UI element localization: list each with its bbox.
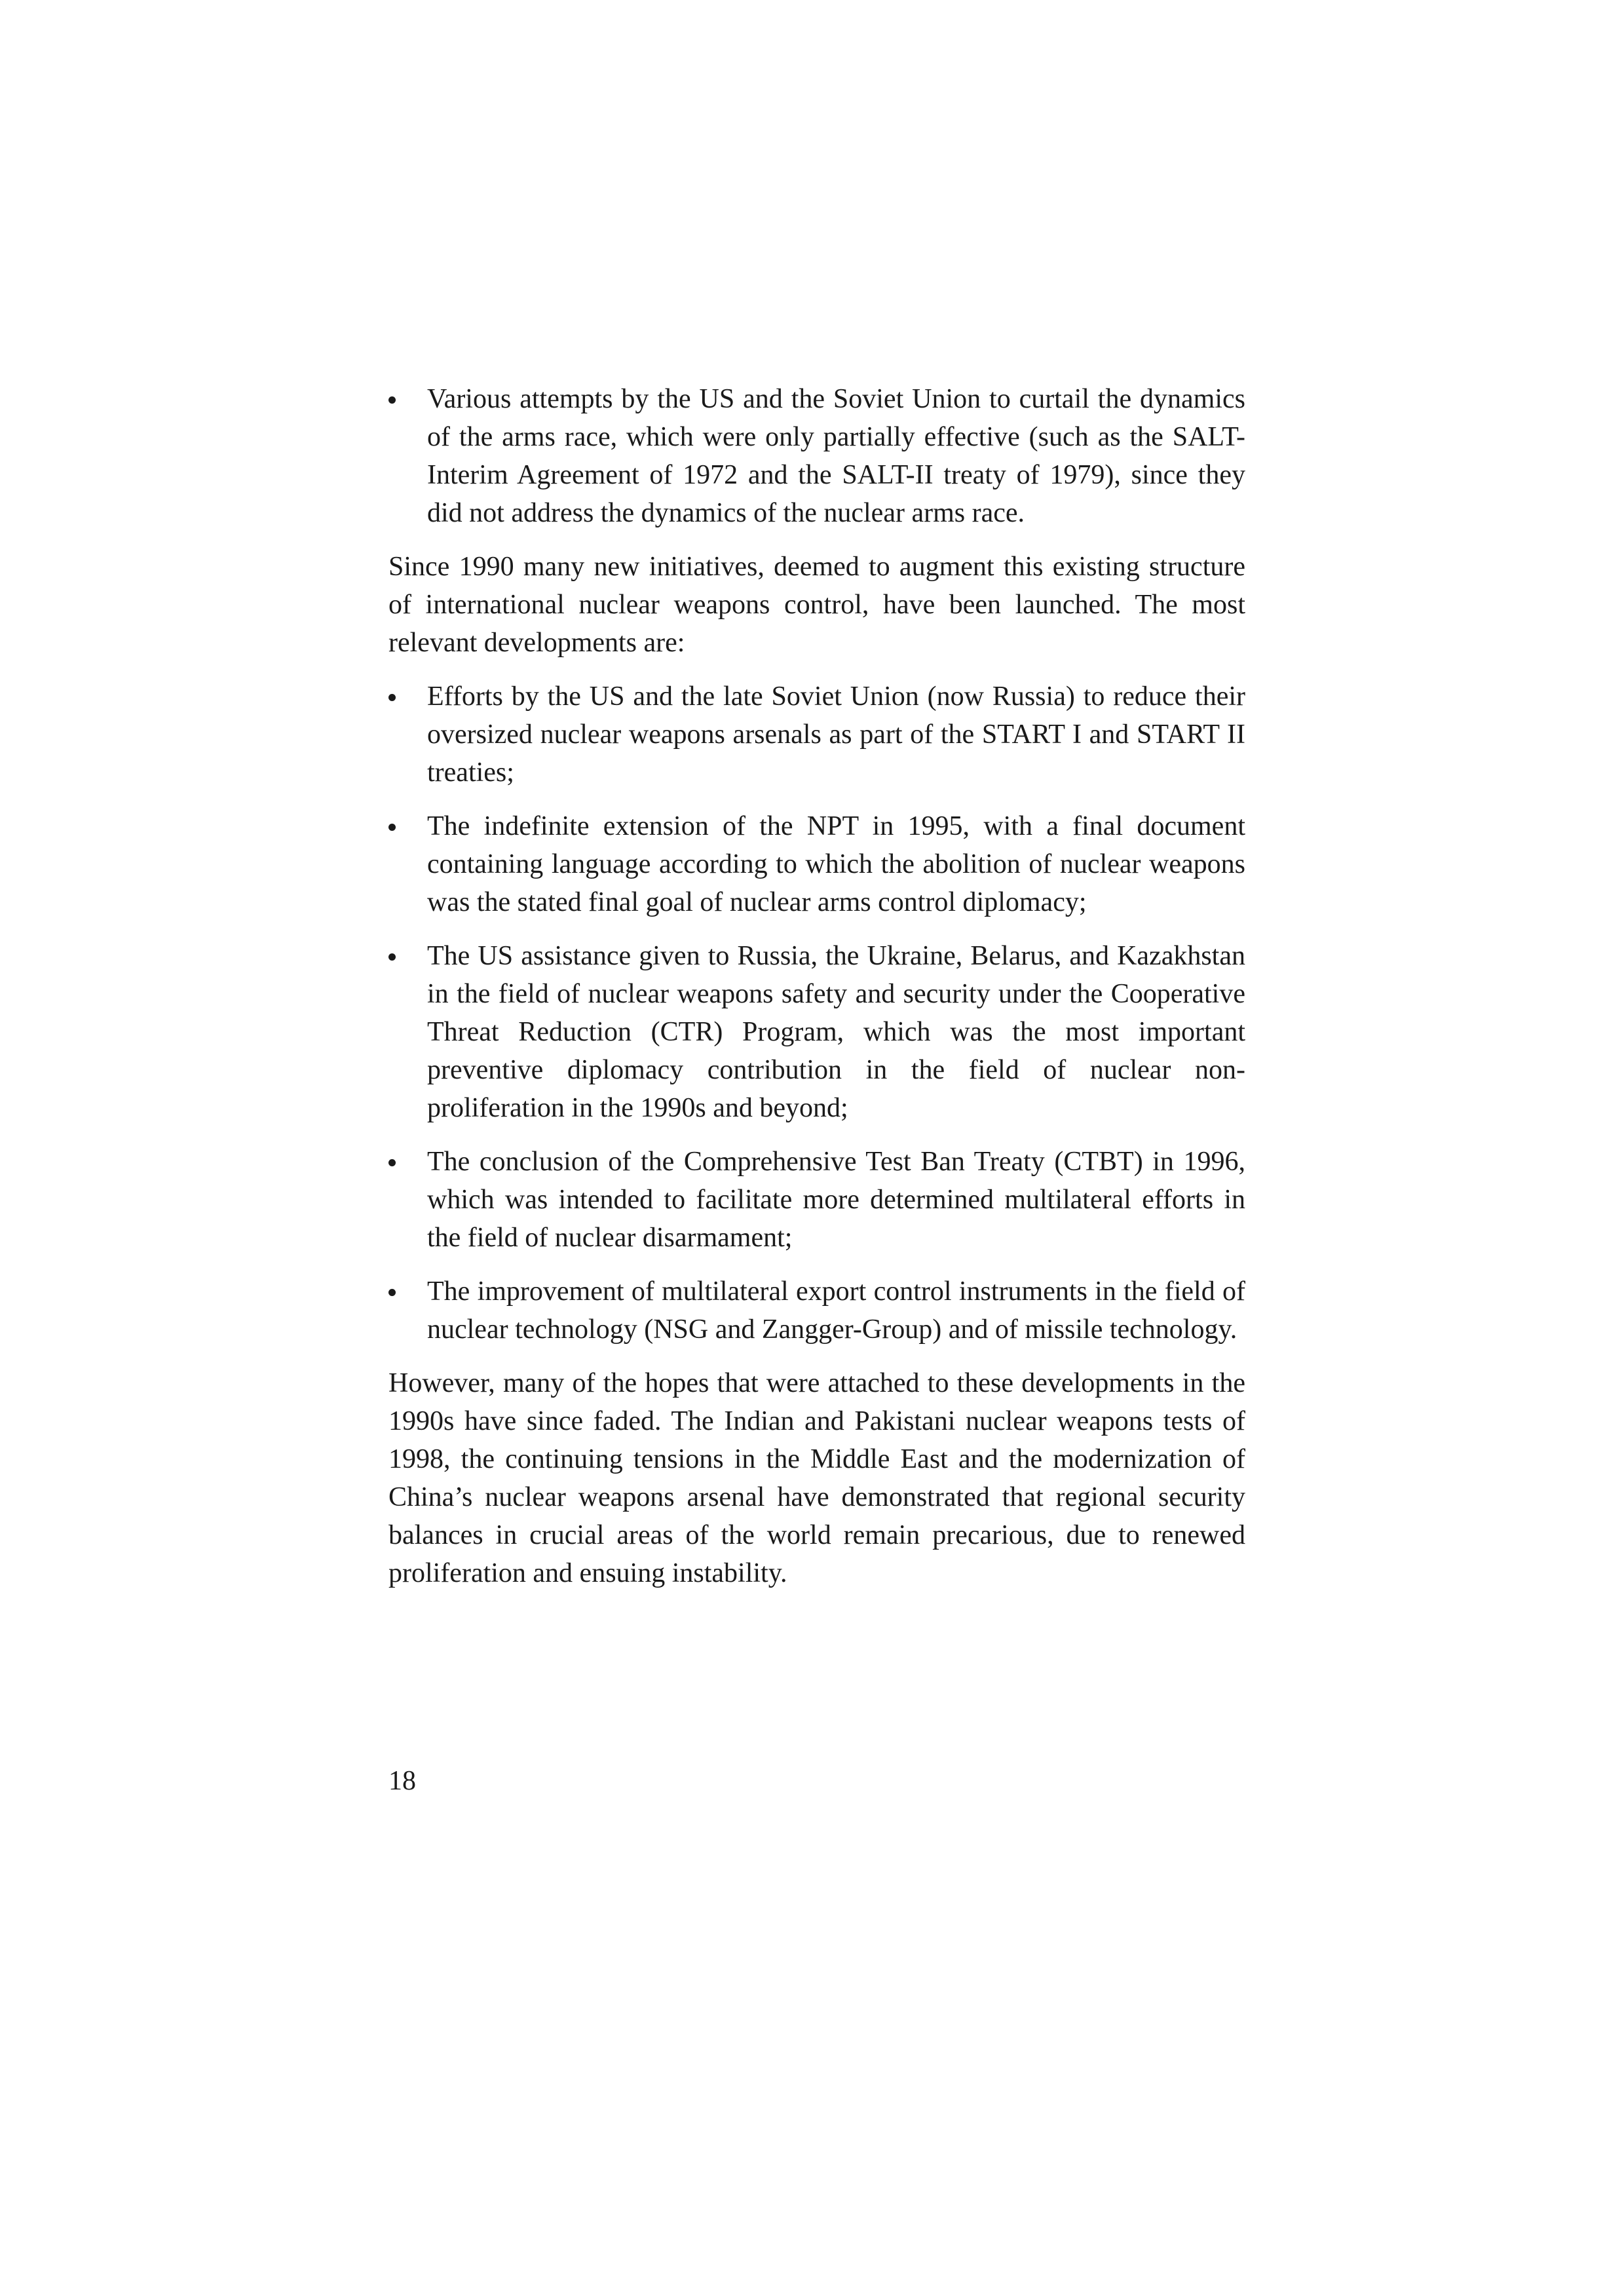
paragraph: However, many of the hopes that were attached to these developments in the 1990s have since faded. The Indian and Pakistani nuclear weapons tests of 1998, the continuing tensions in the Middle East and the modernization of China’s nuclear weapons arsenal have demonstrated that regional security balances in crucial areas of the world remain precarious, due to renewed proliferation and ensuing instability.	[388, 1368, 1245, 1588]
bullet-list-1	[388, 380, 1245, 532]
bullet-text: Various attempts by the US and the Soviet Union to curtail the dynamics of the arms race, which were only partially effective (such as the SALT-Interim Agreement of 1972 and the SALT-II treaty of 1979), since they did not address the dynamics of the nuclear arms race.	[427, 384, 1245, 528]
bullet-list-2	[388, 678, 1245, 1349]
bullet-text: The conclusion of the Comprehensive Test Ban Treaty (CTBT) in 1996, which was intended to facilitate more determined multilateral efforts in the field of nuclear disarmament;	[427, 1147, 1245, 1253]
bullet-icon	[388, 953, 396, 961]
bullet-icon	[388, 1289, 396, 1296]
bullet-text: The indefinite extension of the NPT in 1995, with a final document containing language according to which the abolition of nuclear weapons was the stated final goal of nuclear arms control diplomacy;	[427, 811, 1245, 917]
bullet-icon	[388, 694, 396, 701]
bullet-item	[388, 937, 1245, 1127]
bullet-icon	[388, 1159, 396, 1166]
bullet-text: The improvement of multilateral export control instruments in the field of nuclear technology (NSG and Zangger-Group) and of missile technology.	[427, 1276, 1245, 1345]
document-body	[388, 380, 1245, 1608]
bullet-text: The US assistance given to Russia, the Ukraine, Belarus, and Kazakhstan in the field of nuclear weapons safety and security under the Cooperative Threat Reduction (CTR) Program, which was the most important preventive diplomacy contribution in the field of nuclear non-proliferation in the 1990s and beyond;	[427, 941, 1245, 1123]
bullet-item	[388, 1272, 1245, 1349]
bullet-icon	[388, 824, 396, 831]
bullet-item	[388, 380, 1245, 532]
bullet-item	[388, 678, 1245, 792]
bullet-item	[388, 807, 1245, 921]
page-number: 18	[388, 1766, 416, 1796]
bullet-icon	[388, 396, 396, 404]
bullet-text: Efforts by the US and the late Soviet Union (now Russia) to reduce their oversized nuclear weapons arsenals as part of the START I and START II treaties;	[427, 681, 1245, 788]
paragraph: Since 1990 many new initiatives, deemed to augment this existing structure of international nuclear weapons control, have been launched. The most relevant developments are:	[388, 552, 1245, 658]
bullet-item	[388, 1143, 1245, 1257]
